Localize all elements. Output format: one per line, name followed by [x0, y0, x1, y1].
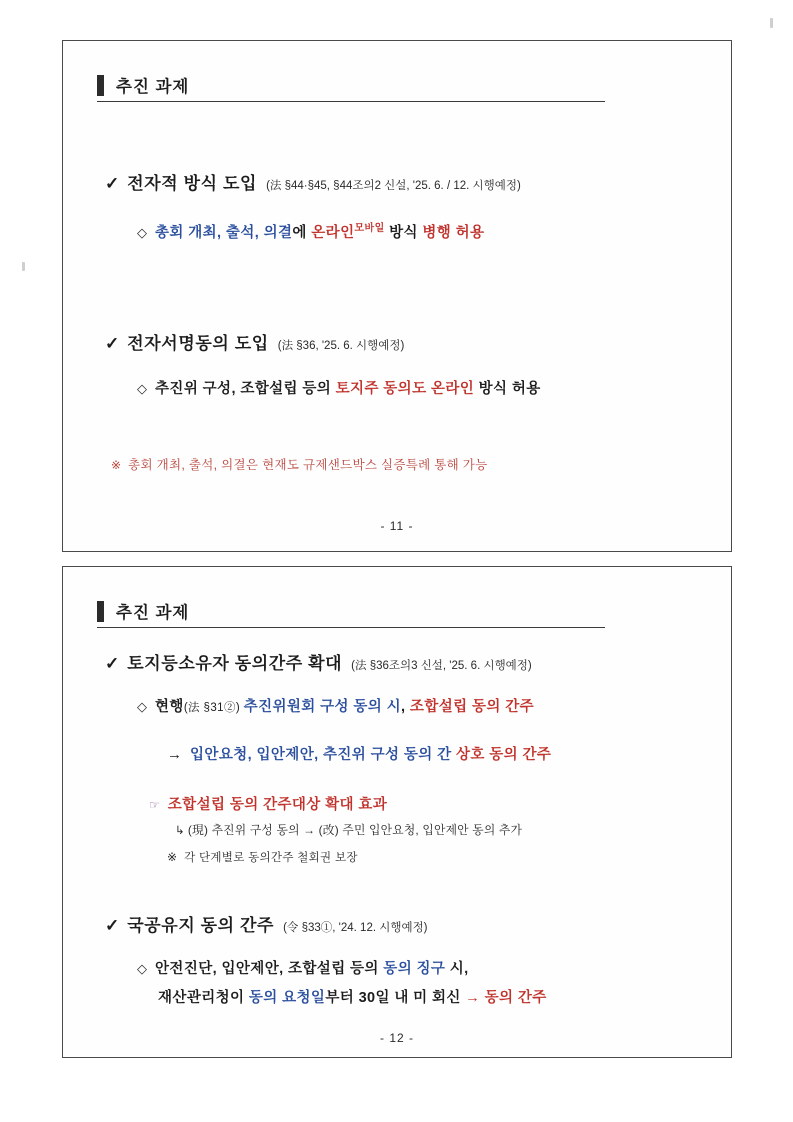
slide-2-arrow-line — [167, 743, 551, 764]
detail-text: (現) 추진위 구성 동의 → (改) 주민 입안요청, 입안제안 동의 추가 — [187, 823, 523, 837]
diamond-icon: ◇ — [137, 381, 147, 396]
slide-2-note-line — [167, 849, 358, 865]
item-title: 전자서명동의 도입 — [127, 334, 269, 353]
pointing-hand-icon: ☞ — [149, 798, 160, 812]
slide-1-sub-1 — [137, 219, 484, 242]
slide-2-item-2 — [105, 911, 428, 936]
sub-seg: 온라인 — [311, 224, 355, 241]
seg-dark: 시, — [445, 961, 469, 977]
sub-seg: 총회 개최, 출석, 의결 — [155, 224, 293, 241]
sub-seg-superscript: 모바일 — [354, 223, 385, 234]
asterisk-icon: ※ — [111, 458, 122, 472]
slide-1-sub-2 — [137, 377, 541, 398]
header-accent-bar — [97, 601, 104, 622]
item-title: 토지등소유자 동의간주 확대 — [127, 654, 343, 673]
sub-seg: 추진위 구성, 조합설립 등의 — [155, 381, 336, 397]
item-title: 국공유지 동의 간주 — [127, 916, 275, 935]
slide-2-header — [97, 599, 605, 623]
slide-1-item-2 — [105, 329, 404, 354]
item-title: 전자적 방식 도입 — [127, 174, 258, 193]
sub-seg: 방식 — [384, 224, 423, 241]
seg-comma: , — [401, 699, 410, 715]
slide-1-footnote — [111, 455, 488, 473]
note-text: 각 단계별로 동의간주 철회권 보장 — [184, 852, 358, 864]
arrow-icon: → — [465, 990, 481, 1006]
corner-arrow-icon: ↳ — [175, 825, 185, 837]
header-divider — [97, 101, 605, 102]
sub-seg: 방식 허용 — [474, 381, 541, 397]
diamond-icon: ◇ — [137, 699, 147, 714]
slide-2-gov-block — [137, 957, 547, 1007]
header-accent-bar — [97, 75, 104, 96]
scan-speck — [22, 262, 25, 271]
check-icon: ✓ — [105, 654, 120, 673]
footnote-text: 총회 개최, 출석, 의결은 현재도 규제샌드박스 실증특례 통해 가능 — [128, 458, 488, 472]
seg-red: 동의 간주 — [480, 990, 547, 1006]
header-divider — [97, 627, 605, 628]
slide-1-item-1 — [105, 169, 521, 194]
diamond-icon: ◇ — [137, 224, 147, 240]
check-icon: ✓ — [105, 174, 120, 193]
slide-1 — [62, 40, 732, 552]
slide-2-effect-line — [149, 793, 387, 814]
seg-current-label: 현행 — [155, 699, 184, 715]
check-icon: ✓ — [105, 334, 120, 353]
seg-blue: 동의 요청일 — [248, 990, 326, 1006]
check-icon: ✓ — [105, 916, 120, 935]
slide-2-gov-line-2 — [137, 986, 547, 1007]
arrow-icon: → — [167, 746, 182, 763]
slide-1-header — [97, 73, 605, 97]
seg-dark: 부터 30일 내 미 회신 — [325, 990, 466, 1006]
slide-2 — [62, 566, 732, 1058]
seg-blue: 동의 징구 — [383, 961, 446, 977]
item-note: (法 §36, '25. 6. 시행예정) — [277, 340, 405, 352]
seg-law-ref: (法 §31②) — [183, 702, 244, 714]
item-note: (法 §44·§45, §44조의2 신설, '25. 6. / 12. 시행예정) — [266, 180, 521, 192]
slide-2-detail-line — [175, 821, 522, 838]
seg-blue: 추진위원회 구성 동의 시 — [243, 699, 402, 715]
slide-2-item-1 — [105, 649, 532, 674]
asterisk-icon: ※ — [167, 850, 178, 864]
seg-red: 상호 동의 간주 — [455, 747, 552, 763]
page-number: - 12 - — [379, 1031, 414, 1045]
sub-seg: 토지주 동의도 온라인 — [335, 381, 475, 397]
item-note: (法 §36조의3 신설, '25. 6. 시행예정) — [351, 660, 532, 672]
item-note: (令 §33①, '24. 12. 시행예정) — [283, 922, 428, 934]
slide-2-current-line — [137, 695, 534, 716]
scan-speck — [770, 18, 773, 28]
seg-blue: 입안요청, 입안제안, 추진위 구성 동의 간 — [190, 747, 456, 763]
effect-text: 조합설립 동의 간주대상 확대 효과 — [167, 797, 388, 813]
page-number: - 11 - — [380, 519, 414, 533]
sub-seg: 에 — [292, 224, 312, 241]
diamond-icon: ◇ — [137, 961, 147, 976]
header-title: 추진 과제 — [116, 604, 190, 622]
seg-dark: 안전진단, 입안제안, 조합설립 등의 — [155, 961, 384, 977]
seg-dark: 재산관리청이 — [158, 990, 249, 1006]
seg-red: 조합설립 동의 간주 — [409, 699, 535, 715]
slide-2-gov-line-1 — [137, 957, 547, 978]
header-title: 추진 과제 — [116, 78, 190, 96]
sub-seg: 병행 허용 — [422, 224, 485, 241]
